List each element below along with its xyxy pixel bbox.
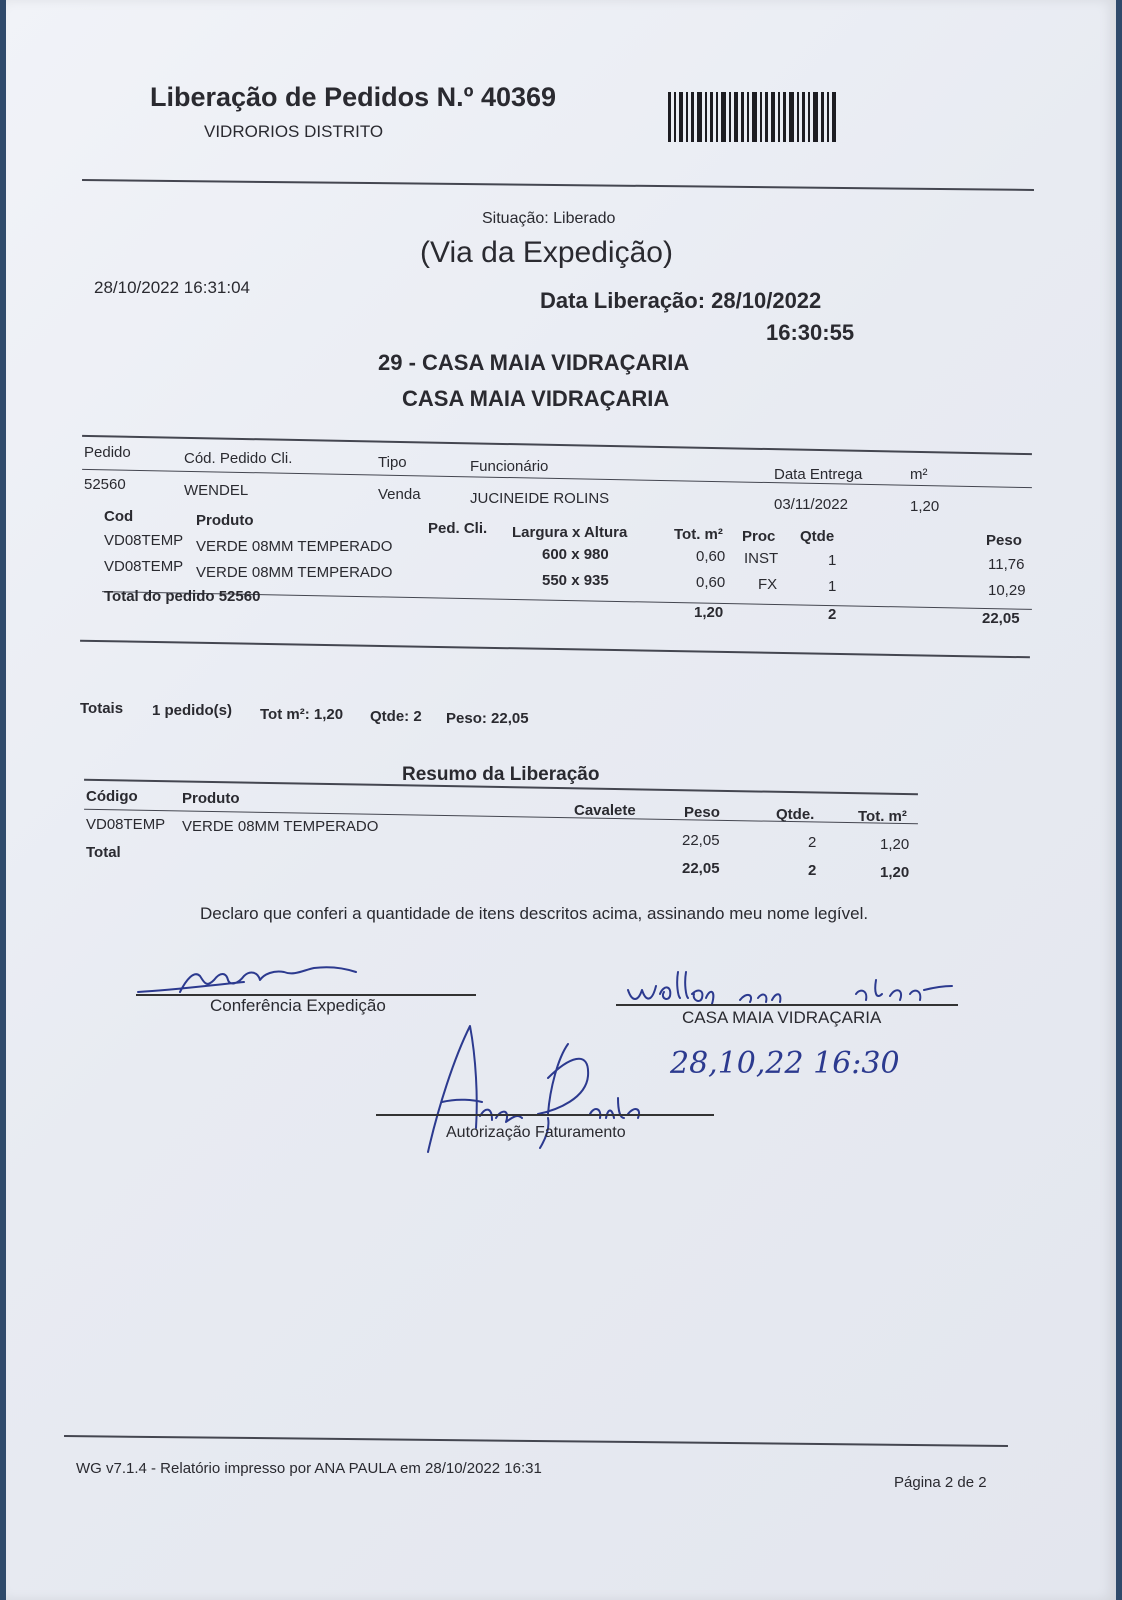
items-header-cod: Cod [104,508,134,525]
declaration-text: Declaro que conferi a quantidade de itens descritos acima, assinando meu nome legível. [200,904,869,923]
resumo-header-tot-m2: Tot. m² [858,808,907,825]
items-header-peso: Peso [986,532,1022,549]
print-datetime: 28/10/2022 16:31:04 [94,278,250,297]
resumo-header-cavalete: Cavalete [574,802,636,819]
company-name: VIDRORIOS DISTRITO [204,122,384,141]
resumo-header-codigo: Código [86,788,138,805]
order-value-m2: 1,20 [910,498,940,515]
resumo-header-produto: Produto [182,790,240,807]
item-2-tot-m2: 0,60 [696,574,726,591]
totais-label: Totais [80,700,124,717]
item-2-peso: 10,29 [988,582,1026,599]
totais-tot-m2: Tot m²: 1,20 [260,706,344,723]
via-label: (Via da Expedição) [420,236,673,269]
document-page [6,0,1116,1600]
document-title: Liberação de Pedidos N.º 40369 [150,82,557,112]
item-1-proc: INST [744,550,779,567]
order-value-cod-pedido-cli: WENDEL [184,482,249,499]
order-header-tipo: Tipo [378,454,407,471]
item-1-cod: VD08TEMP [104,532,184,549]
resumo-row-peso: 22,05 [682,832,720,849]
order-header-pedido: Pedido [84,444,131,461]
client-line-2: CASA MAIA VIDRAÇARIA [402,386,670,411]
items-total-m2: 1,20 [694,604,724,621]
order-value-funcionario: JUCINEIDE ROLINS [470,490,610,507]
order-value-data-entrega: 03/11/2022 [774,496,848,513]
items-header-proc: Proc [742,528,776,545]
resumo-title: Resumo da Liberação [402,764,600,785]
resumo-header-peso: Peso [684,804,720,821]
resumo-row-qtde: 2 [808,834,817,851]
items-header-qtde: Qtde [800,528,835,545]
item-1-qtde: 1 [828,552,837,569]
items-total-label: Total do pedido 52560 [104,588,261,605]
order-header-m2: m² [910,466,928,483]
resumo-row-codigo: VD08TEMP [86,816,166,833]
barcode-image [668,92,838,142]
status-situacao: Situação: Liberado [482,210,616,227]
order-header-funcionario: Funcionário [470,458,549,475]
items-bottom-rule [80,640,1030,659]
item-1-produto: VERDE 08MM TEMPERADO [196,538,393,555]
totais-qtde: Qtde: 2 [370,708,422,725]
data-liberacao: Data Liberação: 28/10/2022 [540,288,822,313]
signature-line-autorizacao [376,1114,714,1116]
client-line-1: 29 - CASA MAIA VIDRAÇARIA [378,350,690,375]
signature-label-client: CASA MAIA VIDRAÇARIA [682,1008,882,1027]
order-value-tipo: Venda [378,486,421,503]
order-value-pedido: 52560 [84,476,126,493]
signature-conferencia-image [134,962,374,998]
items-header-produto: Produto [196,512,254,529]
item-2-cod: VD08TEMP [104,558,184,575]
items-total-qtde: 2 [828,606,837,623]
signature-client-image [628,972,952,1004]
resumo-header-qtde: Qtde. [776,806,815,823]
item-2-produto: VERDE 08MM TEMPERADO [196,564,393,581]
hora-liberacao: 16:30:55 [766,320,855,345]
items-header-largura-altura: Largura x Altura [512,524,628,541]
signature-line-client [616,1004,958,1006]
totais-pedidos: 1 pedido(s) [152,702,233,719]
handwritten-date: 28,10,22 16:30 [670,1046,900,1081]
header-divider [82,179,1034,191]
item-2-qtde: 1 [828,578,837,595]
footer-printed-by: WG v7.1.4 - Relatório impresso por ANA PAULA em 28/10/2022 16:31 [76,1460,542,1477]
item-1-tot-m2: 0,60 [696,548,726,565]
order-header-data-entrega: Data Entrega [774,466,863,483]
item-1-peso: 11,76 [988,556,1025,573]
resumo-total-label: Total [86,844,121,861]
item-2-proc: FX [758,576,778,593]
resumo-total-peso: 22,05 [682,860,720,877]
signature-label-autorizacao: Autorização Faturamento [446,1124,626,1141]
signature-label-conferencia: Conferência Expedição [210,996,386,1015]
resumo-total-qtde: 2 [808,862,817,879]
resumo-total-tot-m2: 1,20 [880,864,910,881]
item-2-dims: 550 x 935 [542,572,609,589]
resumo-row-tot-m2: 1,20 [880,836,910,853]
footer-rule [64,1435,1008,1447]
items-total-peso: 22,05 [982,610,1020,627]
resumo-row-produto: VERDE 08MM TEMPERADO [182,818,379,835]
totais-peso: Peso: 22,05 [446,710,529,727]
order-header-cod-pedido-cli: Cód. Pedido Cli. [184,450,293,467]
footer-page-number: Página 2 de 2 [894,1474,987,1491]
items-header-tot-m2: Tot. m² [674,526,723,543]
item-1-dims: 600 x 980 [542,546,609,563]
items-header-ped-cli: Ped. Cli. [428,520,488,537]
